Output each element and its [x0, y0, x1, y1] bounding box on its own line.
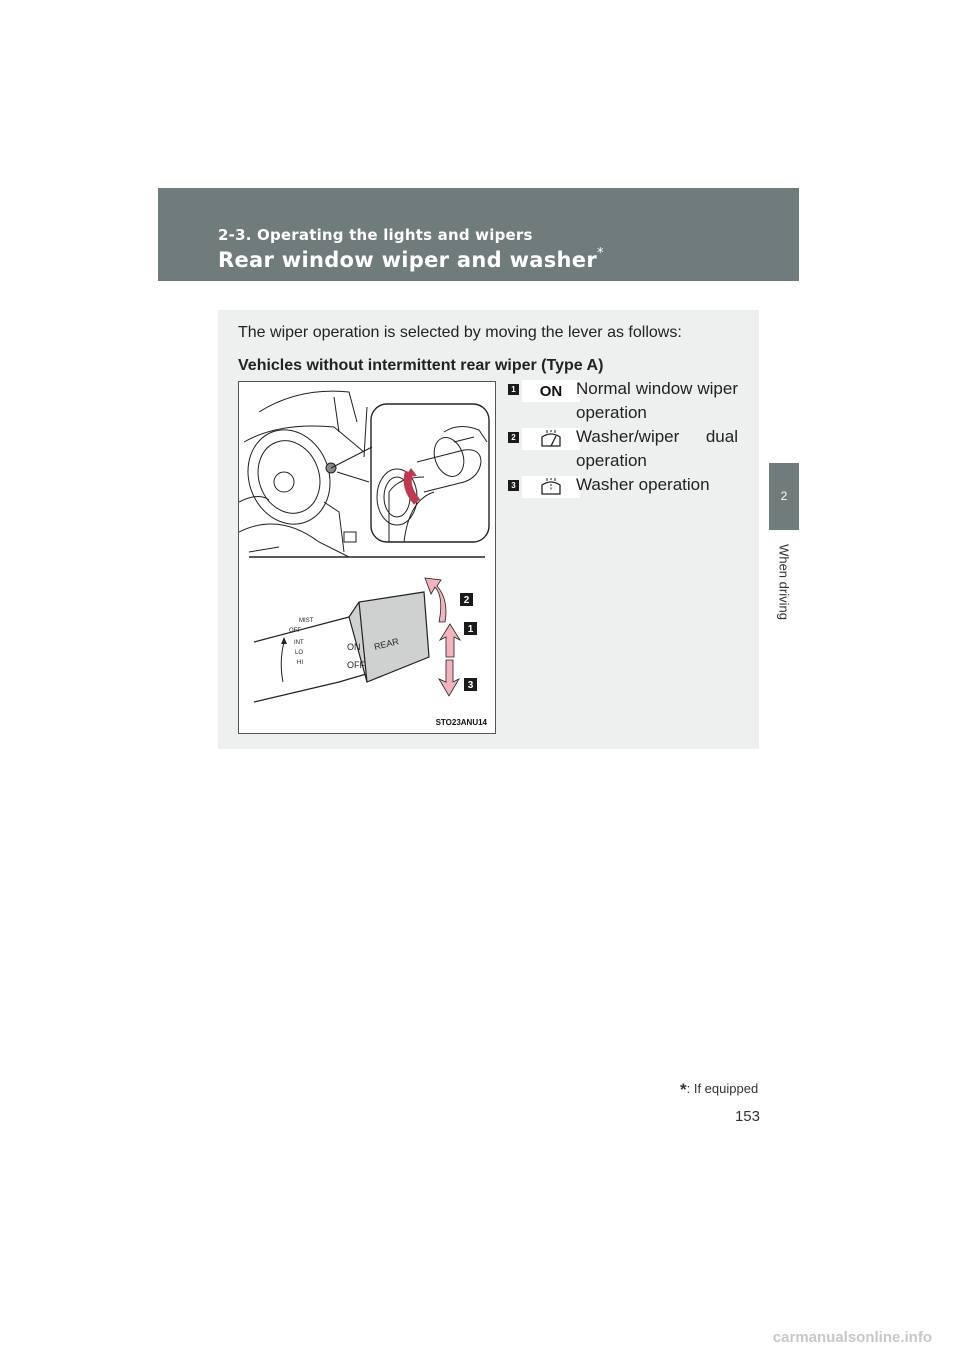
rear-on-label: ON [347, 642, 361, 652]
footnote-text: : If equipped [686, 1081, 759, 1096]
arrow-down [439, 660, 459, 696]
operation-number: 3 [508, 480, 519, 491]
operation-label: Washer operation [576, 475, 710, 494]
operation-number: 2 [508, 432, 519, 443]
operation-symbol [522, 380, 580, 402]
switch-label-mist: MIST [299, 618, 314, 624]
on-symbol-text: ON [539, 382, 563, 400]
washer-icon [522, 476, 580, 498]
watermark: carmanualsonline.info [772, 1329, 932, 1346]
svg-text:3: 3 [467, 680, 474, 691]
switch-label-off: OFF [289, 628, 301, 634]
section-label: 2-3. Operating the lights and wipers [218, 226, 533, 244]
lever-illustration [239, 382, 497, 735]
operation-number: 1 [508, 384, 519, 395]
chapter-label: When driving [776, 544, 792, 620]
rear-off-label: OFF [347, 660, 365, 670]
svg-text:2: 2 [463, 595, 470, 606]
switch-label-int: INT [294, 640, 304, 646]
dashboard-sketch [239, 391, 369, 557]
arrow-up-outer [425, 578, 446, 622]
page-title [218, 248, 604, 272]
footnote [680, 1080, 758, 1100]
arrow-up-inner [440, 624, 460, 657]
equipped-mark: * [597, 246, 604, 261]
chapter-number: 2 [780, 489, 788, 503]
wiper-lever-figure [238, 381, 496, 734]
lever-sketch [254, 592, 429, 702]
footnote-star: * [680, 1080, 687, 1099]
intro-text: The wiper operation is selected by moving the lever as follows: [238, 324, 682, 341]
page-title-text: Rear window wiper and washer [218, 248, 597, 272]
figure-code: STO23ANU14 [435, 718, 487, 727]
switch-label-hi: HI [297, 660, 303, 666]
rear-label: REAR [373, 636, 400, 652]
page-number: 153 [734, 1108, 760, 1125]
svg-text:1: 1 [467, 624, 474, 635]
operation-label: Washer/wiper dual operation [576, 427, 738, 470]
figure-callout-3 [464, 678, 477, 691]
figure-callout-2 [460, 593, 473, 606]
operation-label: Normal window wiper operation [576, 379, 738, 422]
figure-callout-1 [464, 622, 477, 635]
washer-wiper-icon [522, 428, 580, 450]
switch-label-lo: LO [295, 650, 304, 656]
subheading: Vehicles without intermittent rear wiper (Type A) [238, 357, 604, 374]
